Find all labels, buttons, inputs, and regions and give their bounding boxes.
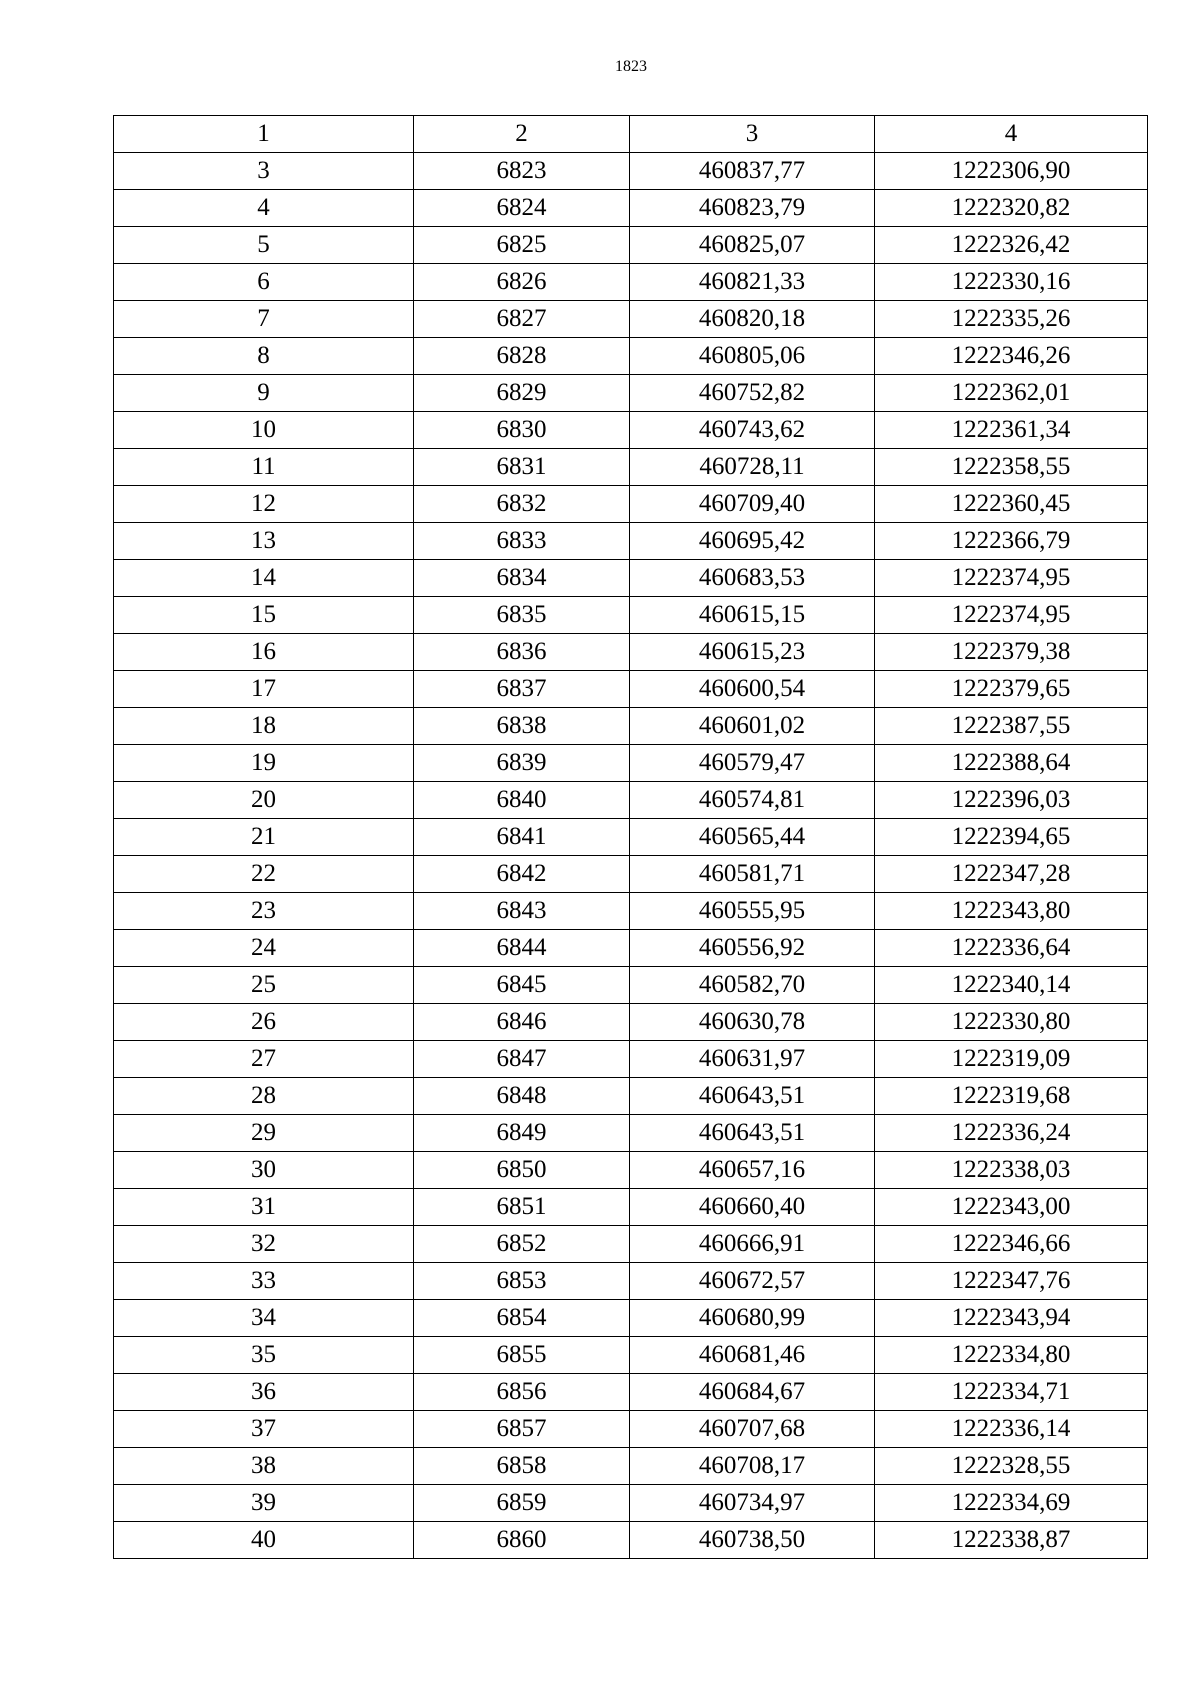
point-number-cell: 6839	[414, 745, 630, 782]
x-coordinate-cell: 460837,77	[630, 153, 875, 190]
point-number-cell: 6846	[414, 1004, 630, 1041]
point-index-cell: 35	[114, 1337, 414, 1374]
point-number-cell: 6849	[414, 1115, 630, 1152]
point-number-cell: 6850	[414, 1152, 630, 1189]
column-header-4: 4	[875, 116, 1148, 153]
point-index-cell: 37	[114, 1411, 414, 1448]
x-coordinate-cell: 460565,44	[630, 819, 875, 856]
table-row	[114, 523, 1148, 560]
point-number-cell: 6828	[414, 338, 630, 375]
point-index-cell: 6	[114, 264, 414, 301]
point-index-cell: 33	[114, 1263, 414, 1300]
table-row	[114, 745, 1148, 782]
x-coordinate-cell: 460683,53	[630, 560, 875, 597]
x-coordinate-cell: 460657,16	[630, 1152, 875, 1189]
point-index-cell: 15	[114, 597, 414, 634]
point-index-cell: 13	[114, 523, 414, 560]
table-row	[114, 1448, 1148, 1485]
x-coordinate-cell: 460743,62	[630, 412, 875, 449]
x-coordinate-cell: 460681,46	[630, 1337, 875, 1374]
table-row	[114, 375, 1148, 412]
point-number-cell: 6841	[414, 819, 630, 856]
y-coordinate-cell: 1222320,82	[875, 190, 1148, 227]
point-number-cell: 6858	[414, 1448, 630, 1485]
point-number-cell: 6860	[414, 1522, 630, 1559]
point-index-cell: 7	[114, 301, 414, 338]
table-row	[114, 560, 1148, 597]
table-row	[114, 1374, 1148, 1411]
table-row	[114, 1300, 1148, 1337]
point-number-cell: 6826	[414, 264, 630, 301]
point-number-cell: 6844	[414, 930, 630, 967]
y-coordinate-cell: 1222388,64	[875, 745, 1148, 782]
point-index-cell: 32	[114, 1226, 414, 1263]
y-coordinate-cell: 1222366,79	[875, 523, 1148, 560]
point-index-cell: 14	[114, 560, 414, 597]
y-coordinate-cell: 1222343,80	[875, 893, 1148, 930]
table-row	[114, 1226, 1148, 1263]
point-number-cell: 6830	[414, 412, 630, 449]
point-index-cell: 20	[114, 782, 414, 819]
y-coordinate-cell: 1222362,01	[875, 375, 1148, 412]
point-index-cell: 10	[114, 412, 414, 449]
x-coordinate-cell: 460728,11	[630, 449, 875, 486]
point-number-cell: 6847	[414, 1041, 630, 1078]
y-coordinate-cell: 1222330,80	[875, 1004, 1148, 1041]
column-header-3: 3	[630, 116, 875, 153]
y-coordinate-cell: 1222361,34	[875, 412, 1148, 449]
y-coordinate-cell: 1222374,95	[875, 597, 1148, 634]
y-coordinate-cell: 1222338,87	[875, 1522, 1148, 1559]
x-coordinate-cell: 460821,33	[630, 264, 875, 301]
table-row	[114, 338, 1148, 375]
y-coordinate-cell: 1222334,80	[875, 1337, 1148, 1374]
table-row	[114, 1115, 1148, 1152]
x-coordinate-cell: 460680,99	[630, 1300, 875, 1337]
point-index-cell: 12	[114, 486, 414, 523]
table-row	[114, 1004, 1148, 1041]
y-coordinate-cell: 1222328,55	[875, 1448, 1148, 1485]
point-index-cell: 31	[114, 1189, 414, 1226]
y-coordinate-cell: 1222334,71	[875, 1374, 1148, 1411]
x-coordinate-cell: 460752,82	[630, 375, 875, 412]
x-coordinate-cell: 460579,47	[630, 745, 875, 782]
x-coordinate-cell: 460805,06	[630, 338, 875, 375]
point-index-cell: 26	[114, 1004, 414, 1041]
y-coordinate-cell: 1222343,00	[875, 1189, 1148, 1226]
point-number-cell: 6836	[414, 634, 630, 671]
point-number-cell: 6854	[414, 1300, 630, 1337]
table-body	[114, 153, 1148, 1559]
point-number-cell: 6834	[414, 560, 630, 597]
point-index-cell: 19	[114, 745, 414, 782]
y-coordinate-cell: 1222394,65	[875, 819, 1148, 856]
point-index-cell: 22	[114, 856, 414, 893]
x-coordinate-cell: 460820,18	[630, 301, 875, 338]
table-row	[114, 486, 1148, 523]
x-coordinate-cell: 460615,15	[630, 597, 875, 634]
page-number: 1823	[615, 58, 647, 75]
x-coordinate-cell: 460574,81	[630, 782, 875, 819]
point-number-cell: 6845	[414, 967, 630, 1004]
y-coordinate-cell: 1222306,90	[875, 153, 1148, 190]
table-row	[114, 597, 1148, 634]
x-coordinate-cell: 460630,78	[630, 1004, 875, 1041]
y-coordinate-cell: 1222358,55	[875, 449, 1148, 486]
x-coordinate-cell: 460672,57	[630, 1263, 875, 1300]
point-index-cell: 18	[114, 708, 414, 745]
point-number-cell: 6843	[414, 893, 630, 930]
table-row	[114, 819, 1148, 856]
y-coordinate-cell: 1222336,14	[875, 1411, 1148, 1448]
point-number-cell: 6823	[414, 153, 630, 190]
x-coordinate-cell: 460556,92	[630, 930, 875, 967]
point-number-cell: 6842	[414, 856, 630, 893]
point-number-cell: 6832	[414, 486, 630, 523]
y-coordinate-cell: 1222374,95	[875, 560, 1148, 597]
x-coordinate-cell: 460601,02	[630, 708, 875, 745]
point-number-cell: 6856	[414, 1374, 630, 1411]
table-row	[114, 930, 1148, 967]
table-row	[114, 153, 1148, 190]
point-index-cell: 24	[114, 930, 414, 967]
y-coordinate-cell: 1222360,45	[875, 486, 1148, 523]
x-coordinate-cell: 460643,51	[630, 1115, 875, 1152]
x-coordinate-cell: 460825,07	[630, 227, 875, 264]
table-row	[114, 1522, 1148, 1559]
table-row	[114, 301, 1148, 338]
column-header-1: 1	[114, 116, 414, 153]
point-index-cell: 11	[114, 449, 414, 486]
point-number-cell: 6824	[414, 190, 630, 227]
point-index-cell: 29	[114, 1115, 414, 1152]
y-coordinate-cell: 1222347,76	[875, 1263, 1148, 1300]
x-coordinate-cell: 460582,70	[630, 967, 875, 1004]
point-index-cell: 34	[114, 1300, 414, 1337]
y-coordinate-cell: 1222343,94	[875, 1300, 1148, 1337]
y-coordinate-cell: 1222347,28	[875, 856, 1148, 893]
y-coordinate-cell: 1222336,64	[875, 930, 1148, 967]
column-header-2: 2	[414, 116, 630, 153]
point-index-cell: 28	[114, 1078, 414, 1115]
x-coordinate-cell: 460555,95	[630, 893, 875, 930]
point-number-cell: 6838	[414, 708, 630, 745]
point-index-cell: 8	[114, 338, 414, 375]
x-coordinate-cell: 460684,67	[630, 1374, 875, 1411]
header-row	[114, 116, 1148, 153]
x-coordinate-cell: 460823,79	[630, 190, 875, 227]
point-index-cell: 30	[114, 1152, 414, 1189]
x-coordinate-cell: 460660,40	[630, 1189, 875, 1226]
y-coordinate-cell: 1222338,03	[875, 1152, 1148, 1189]
y-coordinate-cell: 1222346,66	[875, 1226, 1148, 1263]
y-coordinate-cell: 1222379,65	[875, 671, 1148, 708]
x-coordinate-cell: 460666,91	[630, 1226, 875, 1263]
y-coordinate-cell: 1222379,38	[875, 634, 1148, 671]
point-index-cell: 25	[114, 967, 414, 1004]
point-index-cell: 27	[114, 1041, 414, 1078]
table-row	[114, 1152, 1148, 1189]
point-index-cell: 9	[114, 375, 414, 412]
y-coordinate-cell: 1222334,69	[875, 1485, 1148, 1522]
x-coordinate-cell: 460709,40	[630, 486, 875, 523]
point-index-cell: 21	[114, 819, 414, 856]
table-row	[114, 449, 1148, 486]
table-row	[114, 708, 1148, 745]
table-row	[114, 1337, 1148, 1374]
x-coordinate-cell: 460707,68	[630, 1411, 875, 1448]
table-row	[114, 1263, 1148, 1300]
point-index-cell: 5	[114, 227, 414, 264]
point-number-cell: 6825	[414, 227, 630, 264]
table-row	[114, 1189, 1148, 1226]
point-index-cell: 38	[114, 1448, 414, 1485]
x-coordinate-cell: 460631,97	[630, 1041, 875, 1078]
coordinates-table	[113, 115, 1148, 1559]
x-coordinate-cell: 460643,51	[630, 1078, 875, 1115]
point-number-cell: 6840	[414, 782, 630, 819]
table-row	[114, 227, 1148, 264]
x-coordinate-cell: 460695,42	[630, 523, 875, 560]
y-coordinate-cell: 1222396,03	[875, 782, 1148, 819]
table-row	[114, 190, 1148, 227]
point-number-cell: 6833	[414, 523, 630, 560]
y-coordinate-cell: 1222346,26	[875, 338, 1148, 375]
point-index-cell: 4	[114, 190, 414, 227]
point-number-cell: 6855	[414, 1337, 630, 1374]
table-row	[114, 1078, 1148, 1115]
point-number-cell: 6837	[414, 671, 630, 708]
table-row	[114, 634, 1148, 671]
point-number-cell: 6852	[414, 1226, 630, 1263]
point-index-cell: 16	[114, 634, 414, 671]
point-number-cell: 6829	[414, 375, 630, 412]
point-number-cell: 6848	[414, 1078, 630, 1115]
y-coordinate-cell: 1222336,24	[875, 1115, 1148, 1152]
x-coordinate-cell: 460600,54	[630, 671, 875, 708]
y-coordinate-cell: 1222387,55	[875, 708, 1148, 745]
table-row	[114, 782, 1148, 819]
point-number-cell: 6831	[414, 449, 630, 486]
table-row	[114, 1485, 1148, 1522]
point-index-cell: 23	[114, 893, 414, 930]
table-row	[114, 671, 1148, 708]
table-row	[114, 1411, 1148, 1448]
point-number-cell: 6827	[414, 301, 630, 338]
point-index-cell: 39	[114, 1485, 414, 1522]
table-row	[114, 1041, 1148, 1078]
table-row	[114, 412, 1148, 449]
x-coordinate-cell: 460734,97	[630, 1485, 875, 1522]
y-coordinate-cell: 1222326,42	[875, 227, 1148, 264]
y-coordinate-cell: 1222340,14	[875, 967, 1148, 1004]
point-index-cell: 3	[114, 153, 414, 190]
x-coordinate-cell: 460708,17	[630, 1448, 875, 1485]
point-index-cell: 36	[114, 1374, 414, 1411]
point-index-cell: 40	[114, 1522, 414, 1559]
table-header	[114, 116, 1148, 153]
point-number-cell: 6851	[414, 1189, 630, 1226]
point-number-cell: 6853	[414, 1263, 630, 1300]
point-number-cell: 6859	[414, 1485, 630, 1522]
y-coordinate-cell: 1222319,09	[875, 1041, 1148, 1078]
table-row	[114, 856, 1148, 893]
point-number-cell: 6835	[414, 597, 630, 634]
x-coordinate-cell: 460738,50	[630, 1522, 875, 1559]
y-coordinate-cell: 1222330,16	[875, 264, 1148, 301]
y-coordinate-cell: 1222335,26	[875, 301, 1148, 338]
table-row	[114, 893, 1148, 930]
point-index-cell: 17	[114, 671, 414, 708]
point-number-cell: 6857	[414, 1411, 630, 1448]
table-row	[114, 264, 1148, 301]
x-coordinate-cell: 460581,71	[630, 856, 875, 893]
x-coordinate-cell: 460615,23	[630, 634, 875, 671]
y-coordinate-cell: 1222319,68	[875, 1078, 1148, 1115]
table-row	[114, 967, 1148, 1004]
